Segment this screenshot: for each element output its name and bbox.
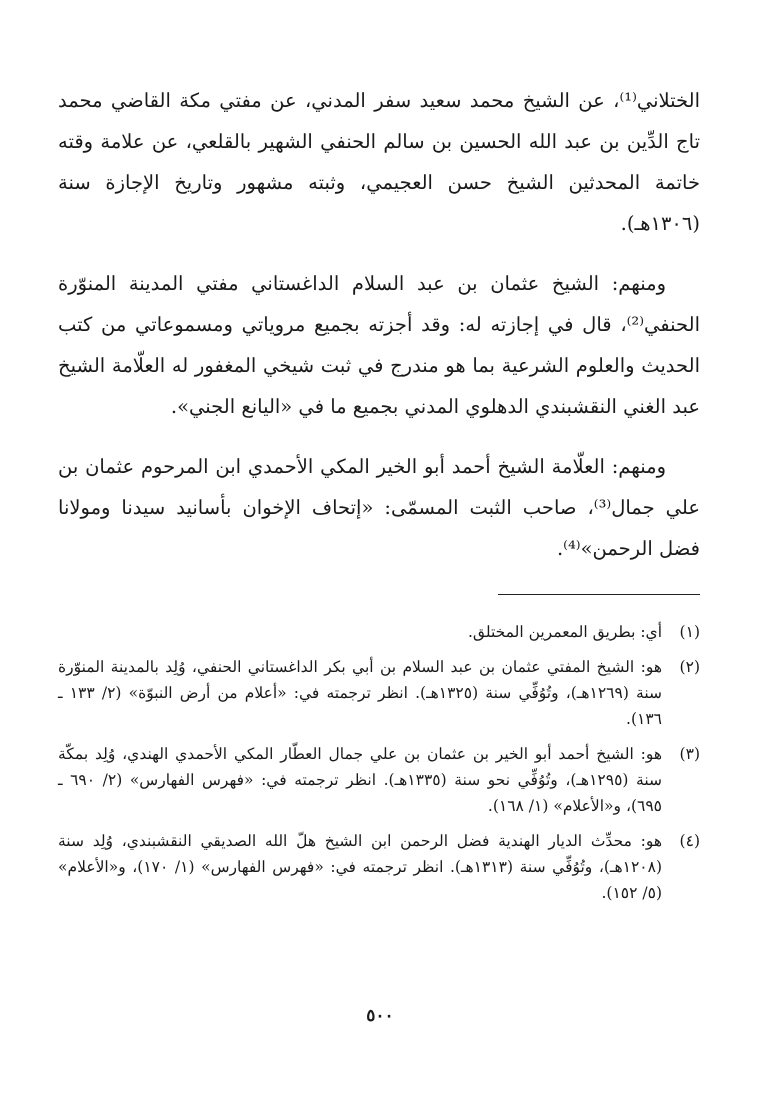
footnote-separator xyxy=(498,594,700,595)
footnotes xyxy=(58,619,700,906)
footnote-2 xyxy=(58,654,700,732)
footnote-1 xyxy=(58,619,700,645)
body-paragraph-3: ومنهم: العلّامة الشيخ أحمد أبو الخير المكي الأحمدي ابن المرحوم عثمان بن علي جمال⁽³⁾، صاحب الثبت المسمّى: «إتحاف الإخوان بأسانيد سيدنا ومولانا فضل الرحمن»⁽⁴⁾. xyxy=(58,455,700,560)
footnote-text: أي: بطريق المعمرين المختلق. xyxy=(467,623,662,641)
footnote-text: هو: محدِّث الديار الهندية فضل الرحمن ابن الشيخ هلّ الله الصديقي النقشبندي، وُلِد سنة (١٢٠٨هـ)، وتُوُفِّي سنة (١٣١٣هـ). انظر ترجمته في: «فهرس الفهارس» (١/ ١٧٠)، و«الأعلام» (٥/ ١٥٢). xyxy=(58,832,663,902)
body-paragraph-2: ومنهم: الشيخ عثمان بن عبد السلام الداغستاني مفتي المدينة المنوّرة الحنفي⁽²⁾، قال في إجازته له: وقد أجزته بجميع مروياتي ومسموعاتي من كتب الحديث والعلوم الشرعية بما هو مندرج في ثبت شيخي المغفور له العلّامة الشيخ عبد الغني النقشبندي الدهلوي المدني بجميع ما في «اليانع الجني». xyxy=(58,272,700,418)
footnote-3 xyxy=(58,741,700,819)
footnote-text: هو: الشيخ المفتي عثمان بن عبد السلام بن أبي بكر الداغستاني الحنفي، وُلِد بالمدينة المنوّرة سنة (١٢٦٩هـ)، وتُوُفِّي سنة (١٣٢٥هـ). انظر ترجمته في: «أعلام من أرض النبوّة» (٢/ ١٣٣ ـ ١٣٦). xyxy=(58,658,662,728)
footnote-number: (٢) xyxy=(679,658,700,676)
footnote-text: هو: الشيخ أحمد أبو الخير بن عثمان بن علي جمال العطّار المكي الأحمدي الهندي، وُلِد بمكّة سنة (١٢٩٥هـ)، وتُوُفِّي نحو سنة (١٣٣٥هـ). انظر ترجمته في: «فهرس الفهارس» (٢/ ٦٩٠ ـ ٦٩٥)، و«الأعلام» (١/ ١٦٨). xyxy=(58,745,663,815)
footnote-number: (١) xyxy=(679,623,700,641)
footnote-4 xyxy=(58,828,700,906)
book-page xyxy=(58,80,700,915)
footnote-number: (٤) xyxy=(679,832,700,850)
footnote-number: (٣) xyxy=(679,745,700,763)
page-number: ٥٠٠ xyxy=(366,1006,394,1026)
body-paragraph-1: الختلاني⁽¹⁾، عن الشيخ محمد سعيد سفر المدني، عن مفتي مكة القاضي محمد تاج الدِّين بن عبد الله الحسين بن سالم الحنفي الشهير بالقلعي، عن علامة وقته خاتمة المحدثين الشيخ حسن العجيمي، وثبته مشهور وتاريخ الإجازة سنة (١٣٠٦هـ). xyxy=(58,89,700,235)
